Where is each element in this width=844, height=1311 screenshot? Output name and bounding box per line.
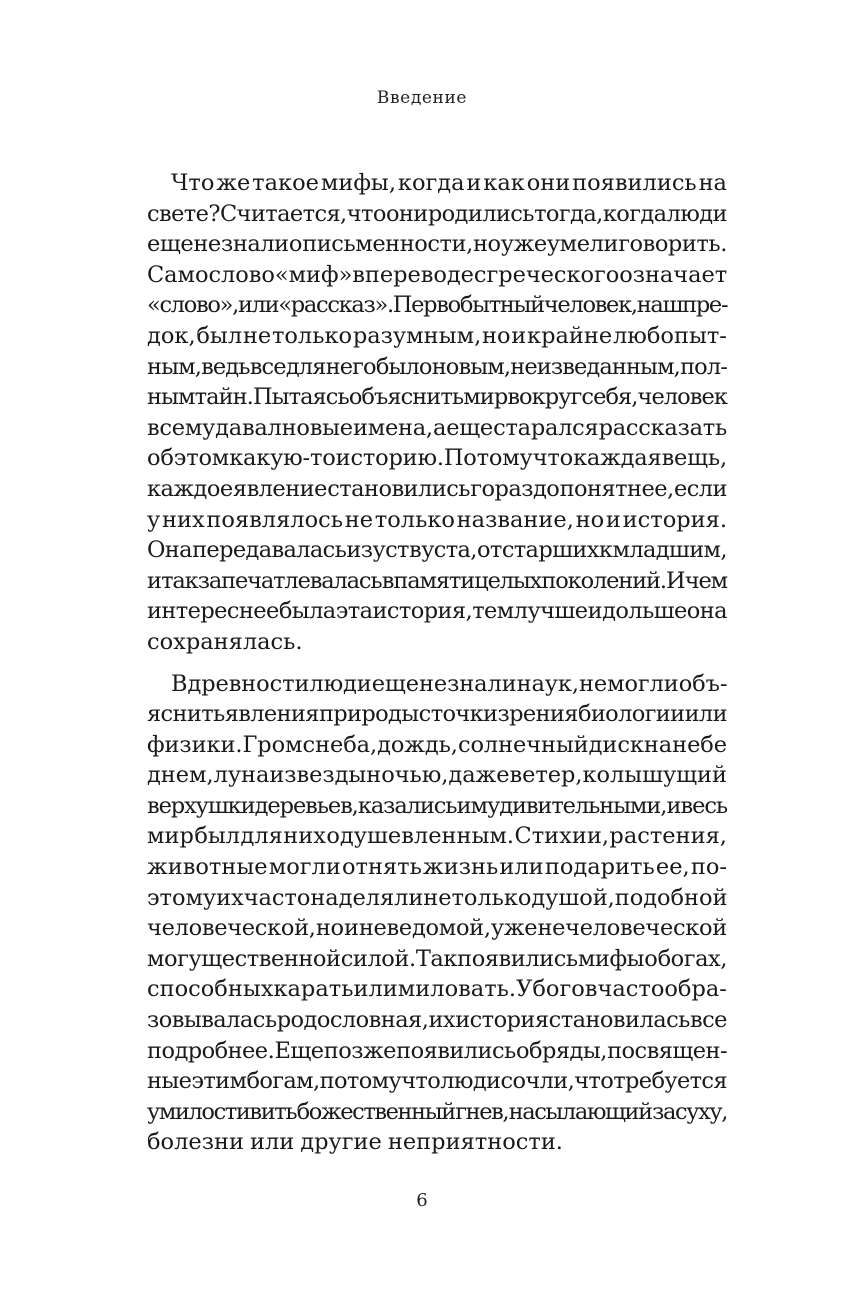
word: говорить. (618, 231, 727, 258)
word: природы (318, 701, 419, 728)
word: был (196, 322, 243, 349)
word: или (499, 854, 544, 881)
word: они (526, 170, 571, 196)
word: что (574, 1068, 614, 1095)
text-line (147, 1127, 727, 1158)
word: их (428, 1007, 456, 1034)
word: них (283, 823, 326, 850)
word: яснить (147, 701, 225, 728)
text-line (147, 413, 727, 444)
word: не (193, 231, 221, 258)
word: об (147, 445, 174, 472)
word: неизведанным, (510, 353, 680, 380)
text-line (147, 260, 727, 291)
word: тем (472, 598, 514, 625)
word: и (511, 322, 527, 349)
word: пре- (682, 292, 728, 319)
word: не (423, 884, 452, 911)
text-line (147, 229, 727, 260)
word: уже (490, 915, 538, 942)
word: неба, (315, 731, 378, 758)
word: растения, (609, 823, 727, 850)
text-line (147, 474, 727, 505)
word: старался (493, 414, 599, 441)
word: им (456, 792, 487, 819)
word: из (346, 537, 373, 564)
page-number: 6 (416, 1190, 428, 1211)
word: луна (213, 762, 270, 789)
word: колышущий (582, 762, 727, 789)
text-line (147, 1097, 727, 1128)
word: явления (224, 701, 319, 728)
word: Первобытный (392, 292, 544, 319)
word: родились (427, 200, 534, 227)
word: история. (622, 506, 727, 533)
word: днем, (147, 762, 214, 789)
word: на (698, 170, 727, 196)
word: старших (501, 537, 599, 564)
text-line (147, 352, 727, 383)
word: тогда, (534, 200, 603, 227)
word: на (643, 731, 673, 758)
word: была (278, 598, 336, 625)
word: мифы (577, 945, 645, 972)
word: но (315, 915, 344, 942)
word: для (240, 823, 283, 850)
word: и (666, 792, 681, 819)
word: наделяли (310, 884, 424, 911)
word: дольше (602, 598, 687, 625)
word: историю. (335, 445, 444, 472)
text-line (147, 627, 727, 658)
word: мир (147, 823, 194, 850)
word: младшим, (612, 537, 727, 564)
word: Гром (242, 731, 303, 758)
word: памяти (393, 567, 475, 594)
text-line (147, 1066, 727, 1097)
word: по- (690, 854, 727, 881)
word: только (374, 506, 455, 533)
word: удивительными, (487, 792, 667, 819)
text-line (147, 443, 727, 474)
word: письменности, (302, 231, 473, 258)
word: деревьев, (254, 792, 358, 819)
word: наш (636, 292, 683, 319)
word: а (432, 414, 447, 441)
word: к (598, 537, 613, 564)
text-line (147, 1005, 727, 1036)
word: древности (187, 670, 310, 697)
word: название, (456, 506, 574, 533)
word: или (249, 1129, 295, 1156)
word: вокруг (507, 384, 582, 411)
word: в (409, 537, 422, 564)
word: карать (273, 976, 354, 1003)
word: каждое (147, 475, 233, 502)
word: часто (243, 884, 311, 911)
word: такое (252, 170, 319, 196)
word: греческого (486, 261, 620, 288)
word: появлялось (206, 506, 343, 533)
word: становилась (548, 1007, 690, 1034)
text-line (147, 505, 727, 536)
text-line (147, 669, 727, 700)
word: диск (588, 731, 644, 758)
word: знали (221, 231, 289, 258)
text-line (147, 791, 727, 822)
word: животные (147, 854, 268, 881)
word: могли (268, 854, 341, 881)
word: сохранялась. (147, 628, 303, 655)
word: или (353, 976, 398, 1003)
word: верхушки (147, 792, 255, 819)
word: становились (327, 475, 470, 502)
word: наук, (516, 670, 579, 697)
word: миловать. (397, 976, 517, 1003)
word: с (418, 701, 431, 728)
word: от (476, 537, 502, 564)
word: ветер, (509, 762, 583, 789)
word: лучше (513, 598, 588, 625)
word: еще (147, 231, 194, 258)
word: было (375, 353, 432, 380)
word: дождь, (377, 731, 458, 758)
text-line (147, 852, 727, 883)
word: ведь (201, 353, 250, 380)
word: не (344, 506, 374, 533)
word: ее, (655, 854, 690, 881)
word: силой. (340, 945, 416, 972)
word: не (242, 322, 272, 349)
word: рассказать (598, 414, 727, 441)
text-line (147, 168, 727, 199)
word: означает (619, 261, 728, 288)
word: не (418, 670, 448, 697)
word: ным (147, 384, 195, 411)
word: душой, (531, 884, 615, 911)
word: свете? (147, 200, 220, 227)
text-line (147, 321, 727, 352)
text-line (147, 566, 727, 597)
word: люди (440, 1068, 501, 1095)
word: все (690, 1007, 727, 1034)
word: одушевленным. (326, 823, 515, 850)
word: появились (396, 1037, 516, 1064)
word: или (684, 701, 727, 728)
word: В (171, 670, 188, 697)
word: Само (147, 261, 209, 288)
word: «рассказ». (278, 292, 393, 319)
word: что (346, 200, 386, 227)
word: и (605, 506, 621, 533)
word: Потому (443, 445, 533, 472)
word: могущественной (147, 945, 341, 972)
word: звезды (284, 762, 367, 789)
word: вещь, (661, 445, 727, 472)
word: ные (147, 1068, 192, 1095)
body-text (147, 168, 727, 1158)
word: чем (684, 567, 727, 594)
word: нечеловеческой (537, 915, 727, 942)
word: позже (323, 1037, 396, 1064)
text-line (147, 1036, 727, 1067)
word: появились (457, 945, 578, 972)
word: любопыт- (612, 322, 727, 349)
word: когда (397, 170, 465, 196)
paragraph-2 (147, 669, 727, 1159)
word: казались (357, 792, 457, 819)
word: потому (319, 1068, 402, 1095)
text-line (147, 760, 727, 791)
text-line (147, 596, 727, 627)
word: их (216, 884, 244, 911)
word: даже (448, 762, 510, 789)
word: как (483, 170, 525, 196)
word: уст (372, 537, 409, 564)
word: целых (474, 567, 542, 594)
word: болезни (147, 1129, 244, 1156)
word: физики. (147, 731, 243, 758)
word: когда (602, 200, 667, 227)
word: объ- (678, 670, 728, 697)
word: человек (637, 384, 727, 411)
word: и (466, 170, 482, 196)
word: обра- (664, 976, 727, 1003)
word: родословная, (276, 1007, 429, 1034)
word: зовывалась (147, 1007, 277, 1034)
word: ночью, (366, 762, 449, 789)
word: но (481, 322, 511, 349)
word: часто (597, 976, 665, 1003)
word: У (516, 976, 533, 1003)
word: этом (173, 445, 230, 472)
word: еще (446, 414, 494, 441)
word: и (269, 762, 285, 789)
word: уста, (421, 537, 477, 564)
word: разумным, (352, 322, 482, 349)
word: Что (171, 170, 215, 196)
word: неприятности. (387, 1129, 563, 1156)
word: новым, (431, 353, 511, 380)
word: неведомой, (358, 915, 491, 942)
word: о (644, 945, 658, 972)
word: они (385, 200, 428, 227)
word: жизнь (423, 854, 499, 881)
word: точки (430, 701, 498, 728)
word: если (673, 475, 727, 502)
word: божественный (296, 1098, 455, 1125)
word: док, (147, 322, 196, 349)
word: она (686, 598, 727, 625)
word: еще (371, 670, 419, 697)
running-head: Введение (376, 88, 468, 108)
word: мир (463, 384, 508, 411)
word: требуется (613, 1068, 727, 1095)
word: «миф» (274, 261, 353, 288)
word: и (343, 915, 359, 942)
word: и (147, 567, 161, 594)
word: И (666, 567, 685, 594)
word: переводе (364, 261, 474, 288)
word: сочли, (500, 1068, 575, 1095)
word: что (401, 1068, 441, 1095)
text-line (147, 730, 727, 761)
text-line (147, 883, 727, 914)
word: в (381, 567, 394, 594)
word: богам, (246, 1068, 320, 1095)
word: мифы, (320, 170, 396, 196)
word: небе (672, 731, 727, 758)
word: тайн. (194, 384, 253, 411)
word: но (472, 231, 501, 258)
word: Пытаясь (252, 384, 349, 411)
word: давал (215, 414, 282, 441)
word: отнять (342, 854, 422, 881)
word: поколений. (541, 567, 666, 594)
word: у (147, 506, 161, 533)
word: так (161, 567, 198, 594)
word: засуху, (652, 1098, 727, 1125)
word: подобной (614, 884, 728, 911)
word: люди (309, 670, 372, 697)
word: история, (372, 598, 473, 625)
text-line (147, 974, 727, 1005)
word: человеческой, (147, 915, 316, 942)
word: история (455, 1007, 549, 1034)
word: весь (680, 792, 727, 819)
word: подарить (544, 854, 655, 881)
word: эта (335, 598, 373, 625)
word: могли (607, 670, 679, 697)
text-line (147, 535, 727, 566)
word: крайне (527, 322, 613, 349)
word: в (352, 261, 365, 288)
text-line (147, 944, 727, 975)
word: интереснее (147, 598, 279, 625)
word: человек, (543, 292, 637, 319)
paragraph-1 (147, 168, 727, 658)
word: только (271, 322, 353, 349)
word: с (302, 731, 316, 758)
word: или (237, 292, 279, 319)
word: подробнее. (147, 1037, 275, 1064)
text-line (147, 382, 727, 413)
word: уже (500, 231, 547, 258)
word: слово (208, 261, 275, 288)
word: них (161, 506, 205, 533)
word: новые (281, 414, 353, 441)
word: Еще (274, 1037, 324, 1064)
word: ным, (147, 353, 201, 380)
word: какую-то (229, 445, 336, 472)
word: все (249, 353, 286, 380)
word: другие (300, 1129, 382, 1156)
word: каждая (573, 445, 662, 472)
text-line (147, 199, 727, 230)
word: «слово», (147, 292, 238, 319)
text-line (147, 699, 727, 730)
word: для (285, 353, 326, 380)
word: имена, (352, 414, 433, 441)
word: него (325, 353, 376, 380)
word: но (575, 506, 605, 533)
word: умилостивить (147, 1098, 297, 1125)
word: насылающий (508, 1098, 652, 1125)
word: этим (191, 1068, 247, 1095)
word: обряды, (516, 1037, 607, 1064)
text-line (147, 290, 727, 321)
word: объяснить (348, 384, 464, 411)
word: с (473, 261, 487, 288)
word: запечатлевалась (197, 567, 382, 594)
word: Стихии, (514, 823, 609, 850)
word: гораздо (470, 475, 560, 502)
word: знали (447, 670, 517, 697)
word: богах, (657, 945, 727, 972)
word: и (587, 598, 602, 625)
word: гнев, (455, 1098, 509, 1125)
text-line (147, 913, 727, 944)
word: посвящен- (607, 1037, 727, 1064)
word: о (288, 231, 303, 258)
word: богов (532, 976, 598, 1003)
word: солнечный (457, 731, 589, 758)
word: не (578, 670, 608, 697)
word: явление (232, 475, 327, 502)
word: же (216, 170, 251, 196)
word: был (194, 823, 241, 850)
word: себя, (581, 384, 638, 411)
word: пол- (680, 353, 727, 380)
word: передавалась (192, 537, 347, 564)
word: способных (147, 976, 274, 1003)
word: только (451, 884, 532, 911)
word: Она (147, 537, 192, 564)
word: умели (546, 231, 618, 258)
word: люди (666, 200, 727, 227)
word: этому (147, 884, 217, 911)
word: понятнее, (559, 475, 674, 502)
word: что (532, 445, 573, 472)
text-line (147, 821, 727, 852)
word: биологии (577, 701, 685, 728)
word: Считается, (219, 200, 347, 227)
word: появились (572, 170, 697, 196)
word: Так (415, 945, 457, 972)
word: зрения (497, 701, 578, 728)
word: всему (147, 414, 216, 441)
